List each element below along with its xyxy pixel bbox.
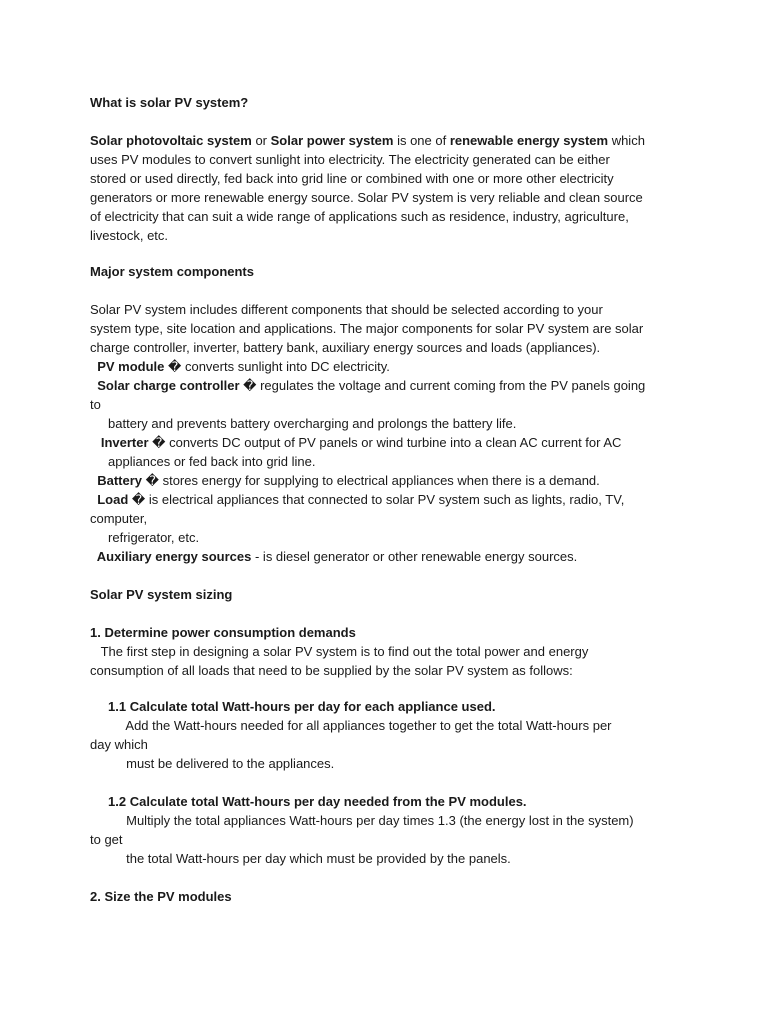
term: Load xyxy=(90,492,129,507)
intro-line: uses PV modules to convert sunlight into electricity. The electricity generated can be either xyxy=(90,152,610,167)
step-heading: 1. Determine power consumption demands xyxy=(90,625,356,640)
component-auxiliary xyxy=(90,547,577,566)
component-load xyxy=(90,490,624,509)
term: Battery xyxy=(90,473,143,488)
paragraph-line: to xyxy=(90,397,101,412)
substep-heading: 1.2 Calculate total Watt-hours per day needed from the PV modules. xyxy=(90,794,527,809)
text: which xyxy=(608,133,645,148)
intro-line: generators or more renewable energy source. Solar PV system is very reliable and clean source xyxy=(90,190,643,205)
paragraph-line: battery and prevents battery overcharging and prolongs the battery life. xyxy=(90,416,517,431)
intro-line: stored or used directly, fed back into grid line or combined with one or more other electricity xyxy=(90,171,614,186)
text: � is electrical appliances that connected to solar PV system such as lights, radio, TV, xyxy=(128,492,625,507)
paragraph-line: Solar PV system includes different components that should be selected according to your xyxy=(90,302,603,317)
section-heading: Solar PV system sizing xyxy=(90,587,233,602)
paragraph-line: The first step in designing a solar PV system is to find out the total power and energy xyxy=(90,644,589,659)
term: Solar charge controller xyxy=(90,378,240,393)
intro-line: of electricity that can suit a wide range of applications such as residence, industry, agriculture, xyxy=(90,209,629,224)
paragraph-line: computer, xyxy=(90,511,148,526)
paragraph-line: charge controller, inverter, battery bank, auxiliary energy sources and loads (appliances). xyxy=(90,340,601,355)
component-inverter xyxy=(90,433,621,452)
intro-line xyxy=(90,131,645,150)
term-solar-power: Solar power system xyxy=(270,133,394,148)
paragraph-line: system type, site location and applications. The major components for solar PV system are solar xyxy=(90,321,644,336)
paragraph-line: must be delivered to the appliances. xyxy=(90,756,335,771)
text: - is diesel generator or other renewable energy sources. xyxy=(251,549,578,564)
section-heading: Major system components xyxy=(90,264,254,279)
paragraph-line: Multiply the total appliances Watt-hours per day times 1.3 (the energy lost in the system) xyxy=(90,813,634,828)
paragraph-line: Add the Watt-hours needed for all appliances together to get the total Watt-hours per xyxy=(90,718,612,733)
text: � stores energy for supplying to electrical appliances when there is a demand. xyxy=(142,473,600,488)
text: or xyxy=(251,133,271,148)
paragraph-line: consumption of all loads that need to be supplied by the solar PV system as follows: xyxy=(90,663,573,678)
component-pv-module xyxy=(90,357,390,376)
paragraph-line: to get xyxy=(90,832,123,847)
term: Auxiliary energy sources xyxy=(90,549,252,564)
component-battery xyxy=(90,471,600,490)
paragraph-line: refrigerator, etc. xyxy=(90,530,200,545)
intro-line: livestock, etc. xyxy=(90,228,169,243)
page-title: What is solar PV system? xyxy=(90,95,249,110)
step-heading: 2. Size the PV modules xyxy=(90,889,232,904)
paragraph-line: the total Watt-hours per day which must be provided by the panels. xyxy=(90,851,511,866)
text: � converts sunlight into DC electricity. xyxy=(164,359,390,374)
term-renewable-energy: renewable energy system xyxy=(449,133,609,148)
text: � regulates the voltage and current coming from the PV panels going xyxy=(239,378,646,393)
text: is one of xyxy=(393,133,450,148)
component-charge-controller xyxy=(90,376,645,395)
paragraph-line: day which xyxy=(90,737,148,752)
term: Inverter xyxy=(90,435,149,450)
substep-heading: 1.1 Calculate total Watt-hours per day for each appliance used. xyxy=(90,699,496,714)
term-solar-photovoltaic: Solar photovoltaic system xyxy=(90,133,252,148)
term: PV module xyxy=(90,359,165,374)
text: � converts DC output of PV panels or wind turbine into a clean AC current for AC xyxy=(148,435,622,450)
paragraph-line: appliances or fed back into grid line. xyxy=(90,454,316,469)
